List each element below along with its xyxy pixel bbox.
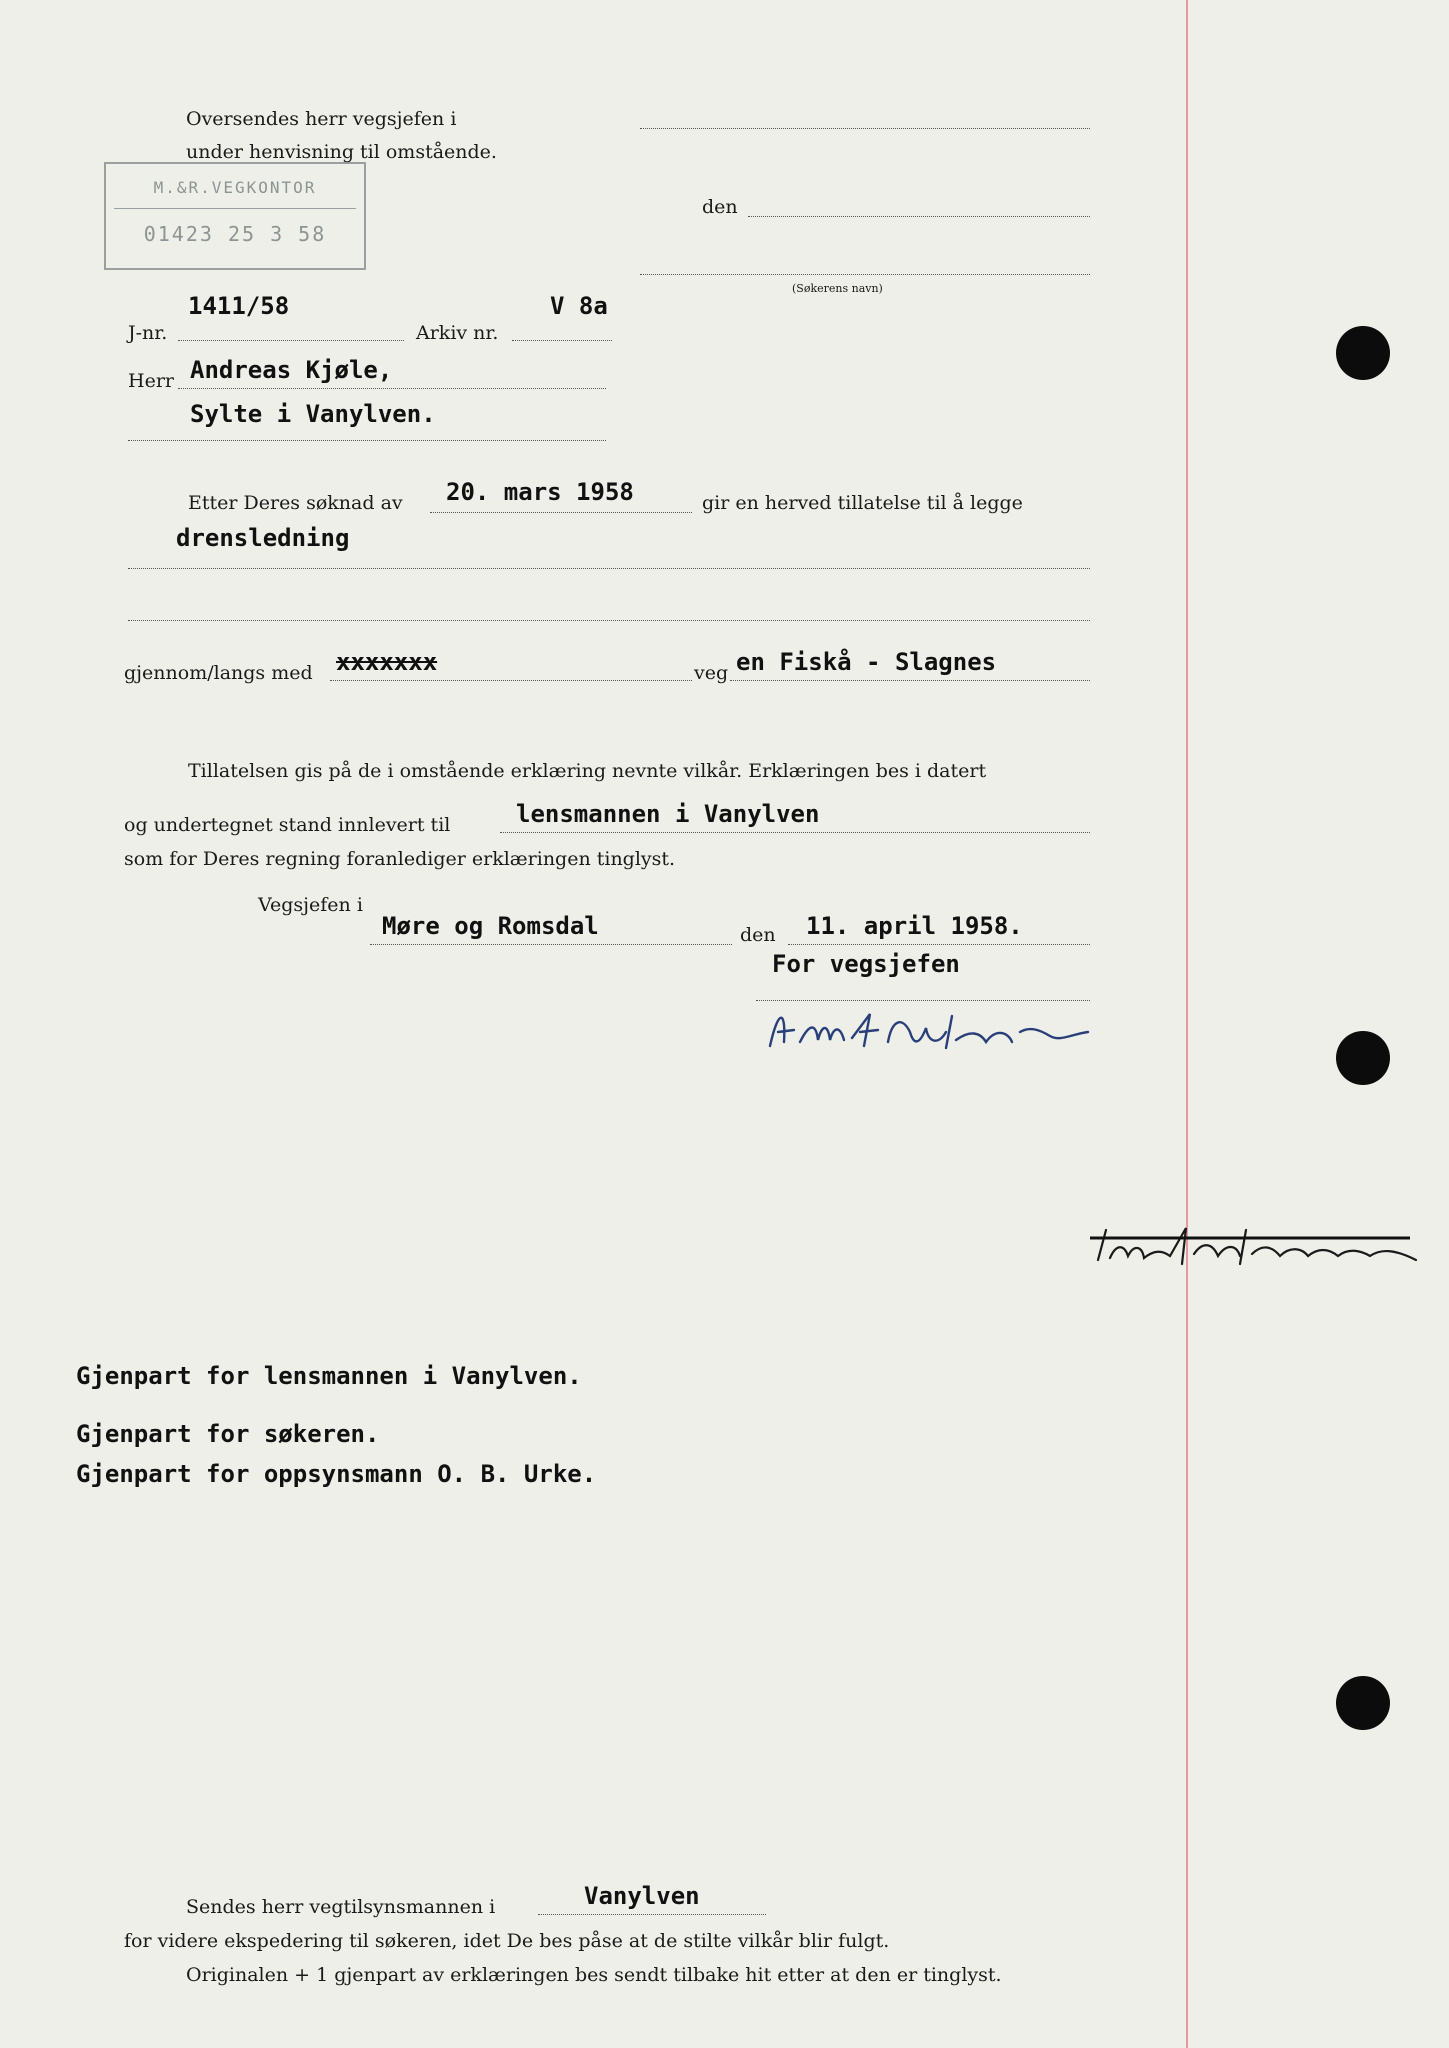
copy-line-1: Gjenpart for lensmannen i Vanylven.: [76, 1362, 582, 1390]
punch-hole-middle: [1336, 1031, 1390, 1085]
journal-number: 1411/58: [188, 292, 290, 320]
addressee-name: Andreas Kjøle,: [190, 356, 393, 384]
addressee-label: Herr: [128, 370, 174, 392]
den-label: den: [702, 196, 738, 218]
footer-line-2: for videre ekspedering til søkeren, idet De bes påse at de stilte vilkår blir fulgt.: [124, 1930, 890, 1952]
stamp-office: M.&R.VEGKONTOR: [153, 178, 317, 197]
conditions-recipient: lensmannen i Vanylven: [516, 800, 820, 828]
vegsjef-signature: [760, 1002, 1100, 1064]
signoff-for-label: For vegsjefen: [772, 950, 960, 978]
copy-line-3: Gjenpart for oppsynsmann O. B. Urke.: [76, 1460, 597, 1488]
office-stamp: [104, 162, 366, 270]
conditions-line-1: Tillatelsen gis på de i omstående erklæring nevnte vilkår. Erklæringen bes i datert: [188, 760, 987, 782]
veg-label: veg: [694, 662, 729, 684]
footer-line-3: Originalen + 1 gjenpart av erklæringen bes sendt tilbake hit etter at den er tinglyst.: [186, 1964, 1002, 1986]
margin-rule: [1186, 0, 1188, 2048]
conditions-line-3: som for Deres regning foranlediger erklæringen tinglyst.: [124, 848, 676, 870]
struck-signature: [1090, 1220, 1426, 1278]
route-label: gjennom/langs med: [124, 662, 313, 684]
application-date: 20. mars 1958: [446, 478, 634, 506]
punch-hole-bottom: [1336, 1676, 1390, 1730]
signoff-den-label: den: [740, 924, 776, 946]
conditions-line-2-prefix: og undertegnet stand innlevert til: [124, 814, 451, 836]
signoff-label: Vegsjefen i: [258, 894, 363, 916]
copy-line-2: Gjenpart for søkeren.: [76, 1420, 380, 1448]
archive-label: Arkiv nr.: [416, 322, 499, 344]
route-struck-value: xxxxxxx: [336, 648, 438, 676]
signoff-date: 11. april 1958.: [806, 912, 1023, 940]
applicant-caption: (Søkerens navn): [792, 282, 883, 295]
journal-label: J-nr.: [128, 322, 168, 344]
signoff-county: Møre og Romsdal: [382, 912, 599, 940]
veg-value: en Fiskå - Slagnes: [736, 648, 997, 676]
addressee-place: Sylte i Vanylven.: [190, 400, 436, 428]
archive-number: V 8a: [550, 292, 608, 320]
application-prefix: Etter Deres søknad av: [188, 492, 403, 514]
application-suffix: gir en herved tillatelse til å legge: [702, 492, 1023, 514]
forward-line-2: under henvisning til omstående.: [186, 141, 497, 163]
application-subject: drensledning: [176, 524, 350, 552]
forward-line-1: Oversendes herr vegsjefen i: [186, 108, 457, 130]
stamp-ref: 01423 25 3 58: [143, 222, 327, 246]
punch-hole-top: [1336, 326, 1390, 380]
footer-recipient: Vanylven: [584, 1882, 700, 1910]
footer-line-1-prefix: Sendes herr vegtilsynsmannen i: [186, 1896, 496, 1918]
